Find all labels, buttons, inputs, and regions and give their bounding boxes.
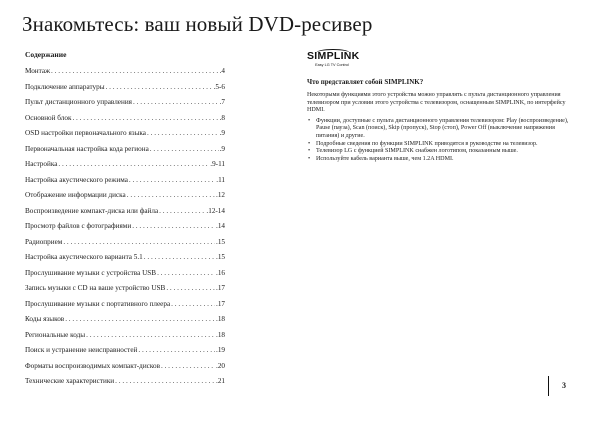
toc-item-label: Технические характеристики (25, 377, 115, 385)
toc-item-label: Монтаж (25, 67, 51, 75)
toc-item-page: .9 (219, 144, 225, 153)
toc-leader (51, 67, 219, 75)
toc-item-label: Поиск и устранение неисправностей (25, 346, 138, 354)
toc-item (25, 191, 225, 207)
page-title: Знакомьтесь: ваш новый DVD-ресивер (22, 12, 373, 36)
toc-item-label: OSD настройки первоначального языка (25, 129, 146, 137)
toc-item-page: .8 (219, 113, 225, 122)
toc-item-page: .15 (216, 253, 225, 261)
toc-item-label: Радиоприем (25, 237, 63, 246)
toc-item-label: Основной блок (25, 113, 72, 122)
toc-item-page: .18 (216, 315, 225, 323)
bullet-icon: • (308, 117, 311, 124)
toc-item (25, 176, 225, 192)
bullet-item (307, 156, 575, 164)
toc-item-page: .9-11 (210, 160, 225, 168)
toc-leader (127, 191, 215, 199)
toc-item (25, 269, 225, 285)
toc-leader (144, 253, 215, 261)
toc-item (25, 362, 225, 378)
toc-item-page: .11 (216, 175, 225, 184)
toc-item (25, 284, 225, 300)
toc-leader (129, 176, 215, 184)
toc-leader (166, 284, 215, 292)
toc-item (25, 83, 225, 99)
toc-leader (161, 362, 215, 370)
toc-item-label: Первоначальная настройка кода региона (25, 144, 149, 153)
simplink-section (307, 78, 575, 163)
toc-item-label: Воспроизведение компакт-диска или файла (25, 206, 159, 215)
toc-leader (171, 300, 215, 308)
bullet-icon: • (308, 148, 311, 155)
toc-item-page: .7 (219, 98, 225, 106)
toc-item-label: Настройка (25, 160, 58, 168)
toc-item-page: .14 (216, 222, 225, 230)
toc-item (25, 331, 225, 347)
toc-item-page: .17 (216, 299, 225, 308)
toc-item-label: Настройка акустического режима (25, 175, 128, 184)
toc-item (25, 377, 225, 393)
toc-item-label: Отображение информации диска (25, 191, 126, 199)
simplink-intro: Некоторыми функциями этого устройства можно управлять с пульта дистанционного управления телевизором при условии этого устройства с телевизором, оснащенным SIMPLINK, по интерфейсу HDMI. (307, 92, 566, 114)
bullet-text: Функции, доступные с пульта дистанционного управления телевизором: Play (воспроизведение), Pause (пауза), Scan (поиск), Skip (пропуск), Stop (стоп), Power Off (выключение напряжения питания) и другие. (316, 117, 569, 139)
toc-leader (157, 269, 215, 277)
toc-leader (133, 98, 219, 106)
toc-item-label: Региональные коды (25, 330, 86, 339)
simplink-logo (307, 50, 360, 72)
toc-leader (86, 331, 215, 339)
toc-item (25, 238, 225, 254)
toc-item (25, 67, 225, 83)
toc-leader (115, 377, 215, 385)
toc-item-page: .12-14 (206, 206, 225, 215)
toc-item-label: Прослушивание музыки с портативного плеера (25, 299, 171, 308)
toc-item-page: .9 (219, 129, 225, 137)
toc-item-label: Запись музыки с CD на ваше устройство USB (25, 284, 166, 292)
bullet-text: Используйте кабель варианта выше, чем 1.2A HDMI. (316, 155, 454, 162)
toc-item-label: Пульт дистанционного управления (25, 98, 132, 106)
page-number-rule (548, 376, 549, 396)
toc-leader (150, 145, 219, 153)
toc-leader (138, 346, 215, 354)
simplink-logo-subtext: Easy LG TV Control (315, 63, 349, 67)
toc-item (25, 114, 225, 130)
bullet-icon: • (308, 140, 311, 147)
toc-item (25, 222, 225, 238)
bullet-icon: • (308, 155, 311, 162)
toc-leader (58, 160, 209, 168)
toc-leader (106, 83, 213, 91)
toc-item (25, 315, 225, 331)
toc-leader (159, 207, 205, 215)
toc-item-page: .15 (216, 237, 225, 246)
toc-leader (65, 315, 215, 323)
toc-item (25, 98, 225, 114)
toc-item-label: Подключение аппаратуры (25, 82, 105, 91)
toc-item-label: Настройка акустического варианта 5.1 (25, 253, 143, 261)
bullet-text: Телевизор LG с функцией SIMPLINK снабжен логотипом, показанным выше. (316, 148, 518, 155)
toc-item-page: .19 (216, 346, 225, 354)
toc-item-label: Форматы воспроизводимых компакт-дисков (25, 361, 160, 370)
toc-item-page: .12 (216, 191, 225, 199)
toc-leader (63, 238, 215, 246)
toc-item (25, 253, 225, 269)
simplink-question: Что представляет собой SIMPLINK? (307, 78, 424, 86)
toc-item-page: .5-6 (213, 82, 225, 91)
simplink-logo-text: SIMPLINK (307, 50, 360, 62)
toc-heading: Содержание (25, 50, 67, 59)
toc-item-page: .18 (216, 330, 225, 339)
simplink-bullets (307, 118, 575, 164)
bullet-text: Подробные сведения по функции SIMPLINK приводятся в руководстве на телевизор. (316, 140, 538, 147)
toc-item-page: .16 (216, 268, 225, 277)
toc-item-page: .20 (216, 361, 225, 370)
page-number: 3 (562, 381, 566, 390)
toc-item (25, 160, 225, 176)
toc-item-page: .21 (216, 377, 225, 385)
toc-item (25, 346, 225, 362)
toc-item (25, 129, 225, 145)
toc-item-label: Коды языков (25, 315, 65, 323)
toc-leader (132, 222, 215, 230)
toc-item-label: Просмотр файлов с фотографиями (25, 222, 132, 230)
table-of-contents (25, 67, 225, 393)
toc-item (25, 207, 225, 223)
toc-leader (147, 129, 219, 137)
toc-item (25, 145, 225, 161)
toc-item-label: Прослушивание музыки с устройства USB (25, 268, 157, 277)
toc-leader (72, 114, 218, 122)
toc-item (25, 300, 225, 316)
bullet-item (307, 148, 575, 156)
bullet-item (307, 118, 575, 141)
toc-item-page: .17 (216, 284, 225, 292)
toc-item-page: .4 (219, 67, 225, 75)
